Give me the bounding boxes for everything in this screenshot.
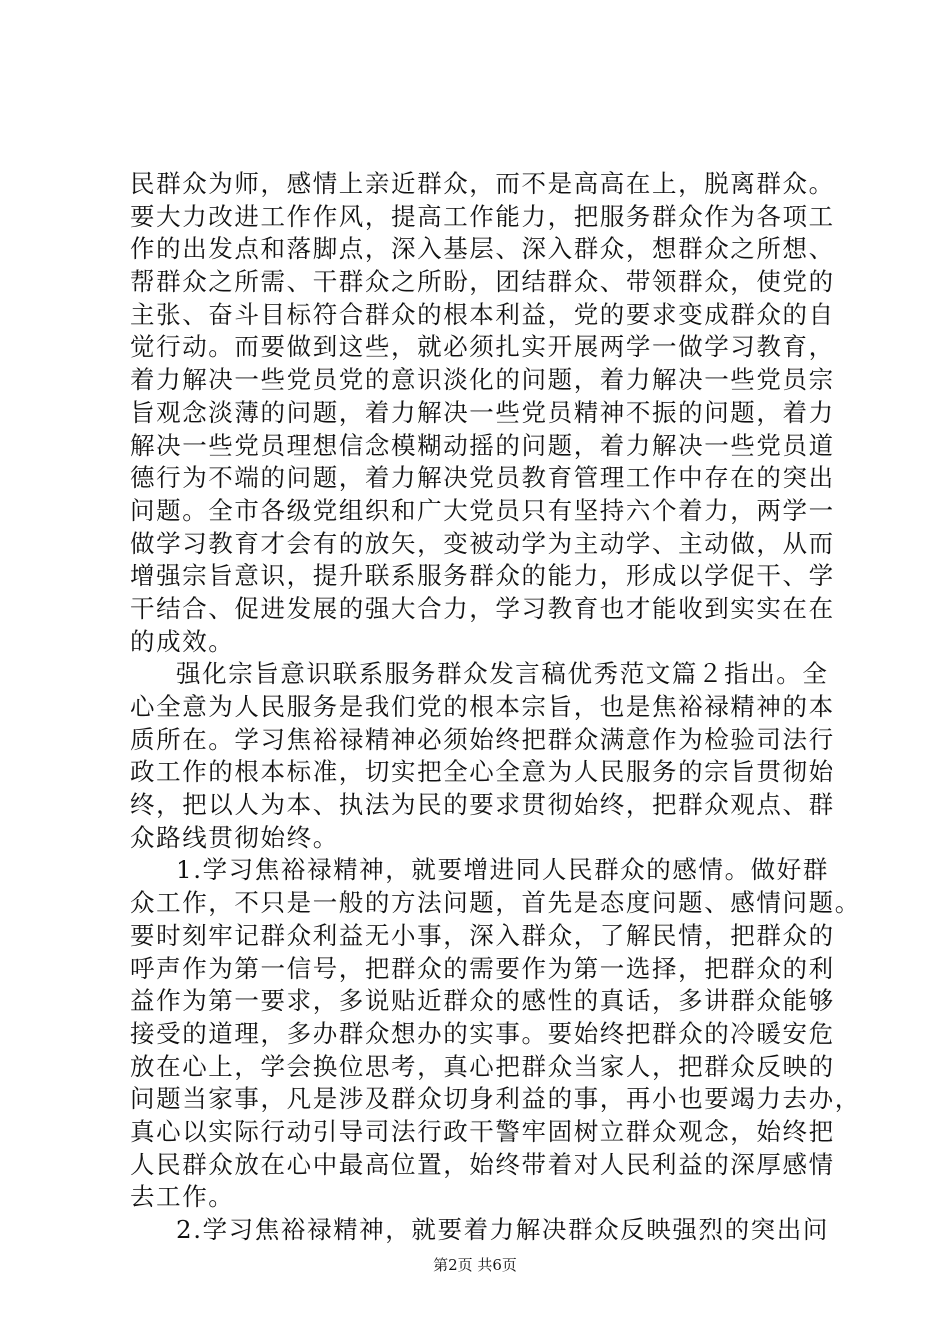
text-line: 质所在。学习焦裕禄精神必须始终把群众满意作为检验司法行 (130, 724, 835, 754)
body-text (130, 168, 861, 1247)
text-line: 政工作的根本标准，切实把全心全意为人民服务的宗旨贯彻始 (130, 757, 835, 787)
text-line: 问题当家事，凡是涉及群众切身利益的事，再小也要竭力去办， (130, 1084, 861, 1114)
text-line: 着力解决一些党员党的意识淡化的问题，着力解决一些党员宗 (130, 365, 835, 395)
text-line: 要大力改进工作作风，提高工作能力，把服务群众作为各项工 (130, 201, 835, 231)
text-line: 去工作。 (130, 1182, 235, 1212)
text-line: 真心以实际行动引导司法行政干警牢固树立群众观念，始终把 (130, 1116, 835, 1146)
text-line: 要时刻牢记群众利益无小事，深入群众，了解民情，把群众的 (130, 920, 835, 950)
text-line: 人民群众放在心中最高位置，始终带着对人民利益的深厚感情 (130, 1149, 835, 1179)
text-line: 民群众为师，感情上亲近群众，而不是高高在上，脱离群众。 (130, 169, 835, 198)
text-line: 做学习教育才会有的放矢，变被动学为主动学、主动做，从而 (130, 528, 835, 558)
text-line: 呼声作为第一信号，把群众的需要作为第一选择，把群众的利 (130, 953, 835, 983)
text-line: 作的出发点和落脚点，深入基层、深入群众，想群众之所想、 (130, 234, 835, 264)
text-line: 众工作，不只是一般的方法问题，首先是态度问题、感情问题。 (130, 888, 861, 918)
text-line: 益作为第一要求，多说贴近群众的感性的真话，多讲群众能够 (130, 986, 835, 1016)
paragraph-start-line: 1.学习焦裕禄精神，就要增进同人民群众的感情。做好群 (176, 855, 829, 885)
text-line: 帮群众之所需、干群众之所盼，团结群众、带领群众，使党的 (130, 267, 835, 297)
text-line: 增强宗旨意识，提升联系服务群众的能力，形成以学促干、学 (130, 561, 835, 591)
text-line: 干结合、促进发展的强大合力，学习教育也才能收到实实在在 (130, 593, 835, 623)
text-line: 主张、奋斗目标符合群众的根本利益，党的要求变成群众的自 (130, 299, 835, 329)
paragraph-start-line: 2.学习焦裕禄精神，就要着力解决群众反映强烈的突出问 (176, 1215, 829, 1244)
text-line: 解决一些党员理想信念模糊动摇的问题，着力解决一些党员道 (130, 430, 835, 460)
text-line: 接受的道理，多办群众想办的实事。要始终把群众的冷暖安危 (130, 1018, 835, 1048)
text-line: 的成效。 (130, 626, 235, 656)
page-number-label: 第2页 共6页 (433, 1256, 517, 1274)
text-line: 德行为不端的问题，着力解决党员教育管理工作中存在的突出 (130, 463, 835, 493)
text-line: 放在心上，学会换位思考，真心把群众当家人，把群众反映的 (130, 1051, 835, 1081)
text-line: 众路线贯彻始终。 (130, 822, 339, 852)
text-line: 终，把以人为本、执法为民的要求贯彻始终，把群众观点、群 (130, 790, 835, 820)
page-footer (0, 1255, 950, 1275)
paragraph-start-line: 强化宗旨意识联系服务群众发言稿优秀范文篇２指出。全 (176, 659, 829, 689)
text-line: 觉行动。而要做到这些，就必须扎实开展两学一做学习教育， (130, 332, 835, 362)
text-line: 心全意为人民服务是我们党的根本宗旨，也是焦裕禄精神的本 (130, 692, 835, 721)
text-line: 旨观念淡薄的问题，着力解决一些党员精神不振的问题，着力 (130, 397, 835, 427)
text-line: 问题。全市各级党组织和广大党员只有坚持六个着力，两学一 (130, 495, 835, 525)
